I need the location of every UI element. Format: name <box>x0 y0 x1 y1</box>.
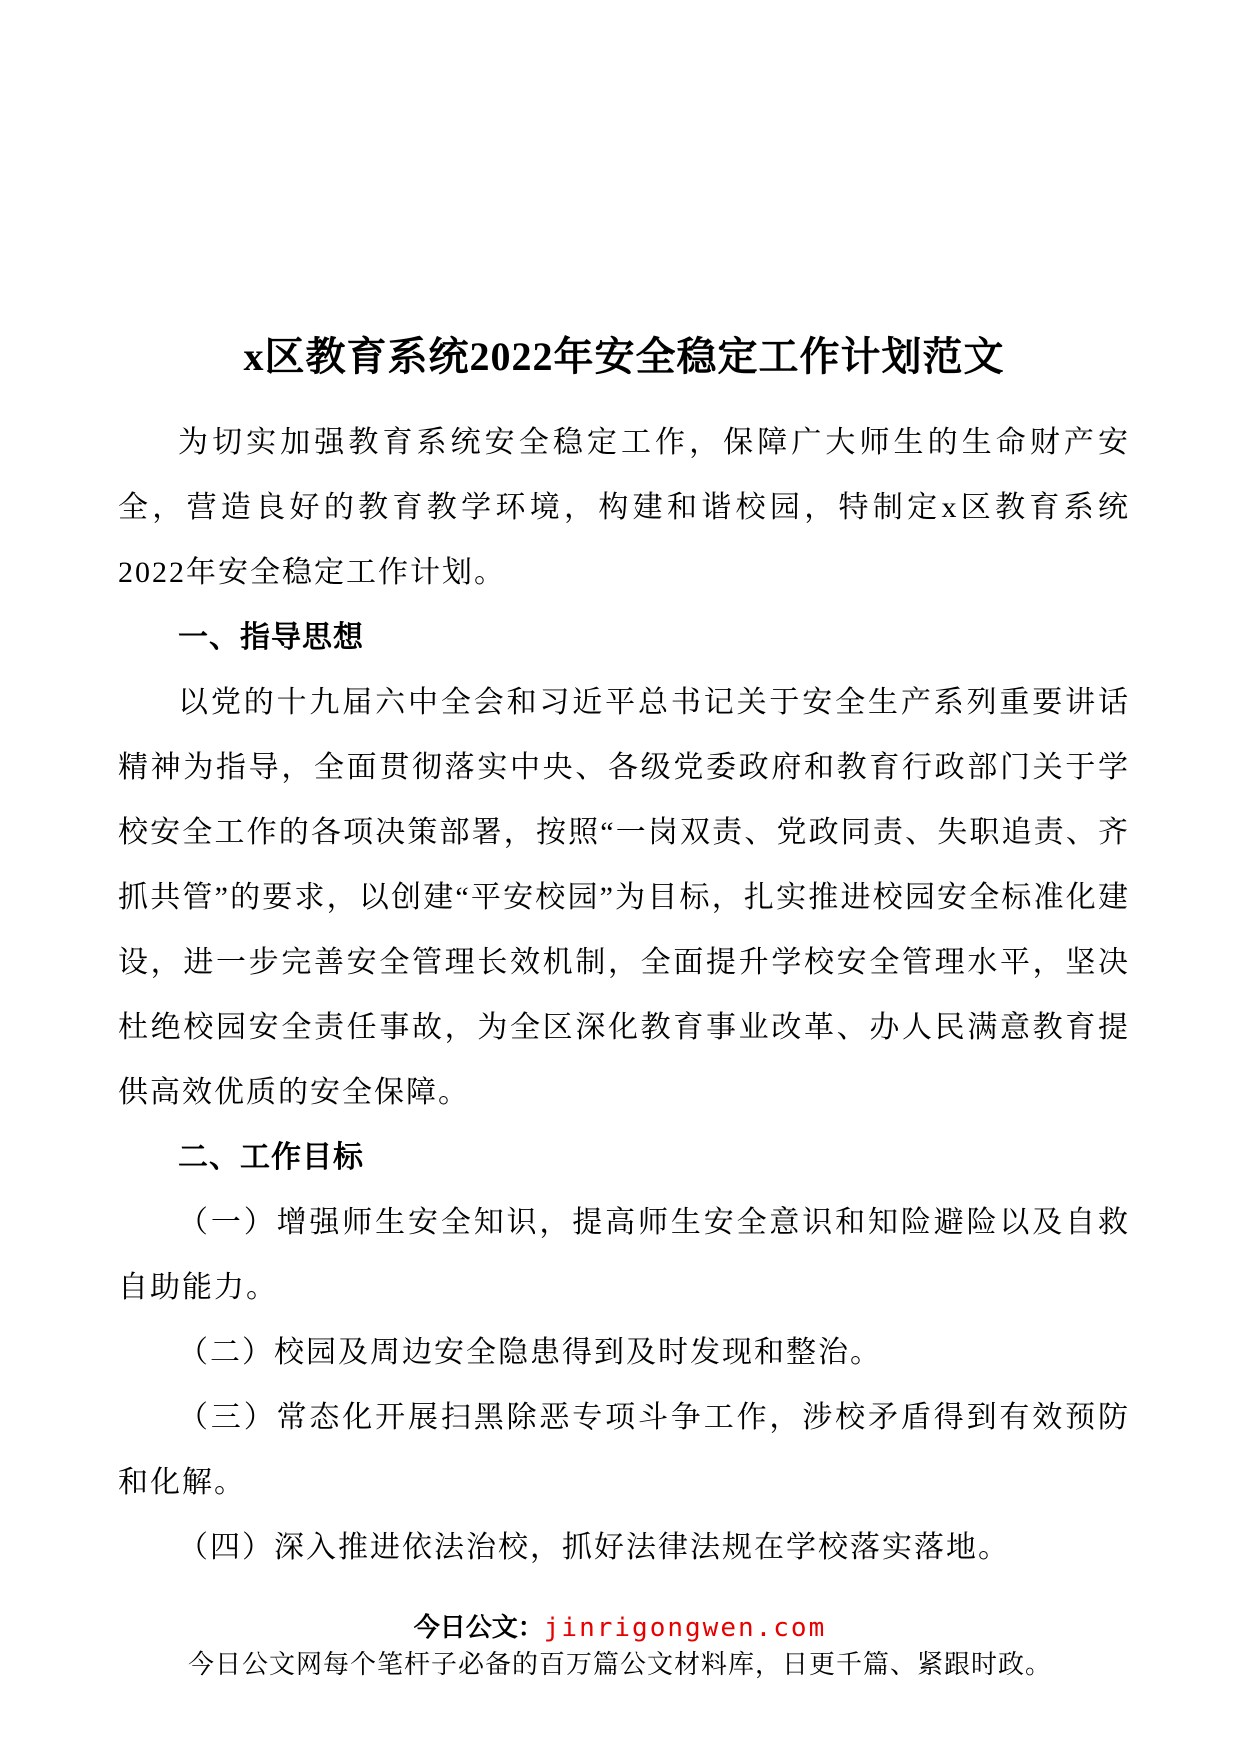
footer-site-line <box>0 1610 1240 1645</box>
section-heading-guiding-ideology: 一、指导思想 <box>178 621 364 654</box>
footer-tagline: 今日公文网每个笔杆子必备的百万篇公文材料库，日更千篇、紧跟时政。 <box>187 1649 1052 1679</box>
paragraph-goal-2: （二）校园及周边安全隐患得到及时发现和整治。 <box>178 1336 882 1369</box>
page-footer <box>0 1610 1240 1681</box>
paragraph-intro: 为切实加强教育系统安全稳定工作，保障广大师生的生命财产安全，营造良好的教育教学环境，构建和谐校园，特制定x区教育系统2022年安全稳定工作计划。 <box>118 426 1130 589</box>
paragraph-goal-3: （三）常态化开展扫黑除恶专项斗争工作，涉校矛盾得到有效预防和化解。 <box>118 1401 1130 1499</box>
paragraph-goal-1: （一）增强师生安全知识，提高师生安全意识和知险避险以及自救自助能力。 <box>118 1206 1130 1304</box>
paragraph-goal-4: （四）深入推进依法治校，抓好法律法规在学校落实落地。 <box>178 1531 1010 1564</box>
document-title: x区教育系统2022年安全稳定工作计划范文 <box>243 334 1005 379</box>
paragraph-guiding-ideology: 以党的十九届六中全会和习近平总书记关于安全生产系列重要讲话精神为指导，全面贯彻落实中央、各级党委政府和教育行政部门关于学校安全工作的各项决策部署，按照“一岗双责、党政同责、失职追责、齐抓共管”的要求，以创建“平安校园”为目标，扎实推进校园安全标准化建设，进一步完善安全管理长效机制，全面提升学校安全管理水平，坚决杜绝校园安全责任事故，为全区深化教育事业改革、办人民满意教育提供高效优质的安全保障。 <box>118 686 1130 1109</box>
document-content <box>118 330 1130 1580</box>
section-heading-work-goals: 二、工作目标 <box>178 1141 364 1174</box>
footer-brand-label: 今日公文： <box>413 1612 544 1642</box>
footer-site-link[interactable]: jinrigongwen.com <box>543 1613 827 1643</box>
